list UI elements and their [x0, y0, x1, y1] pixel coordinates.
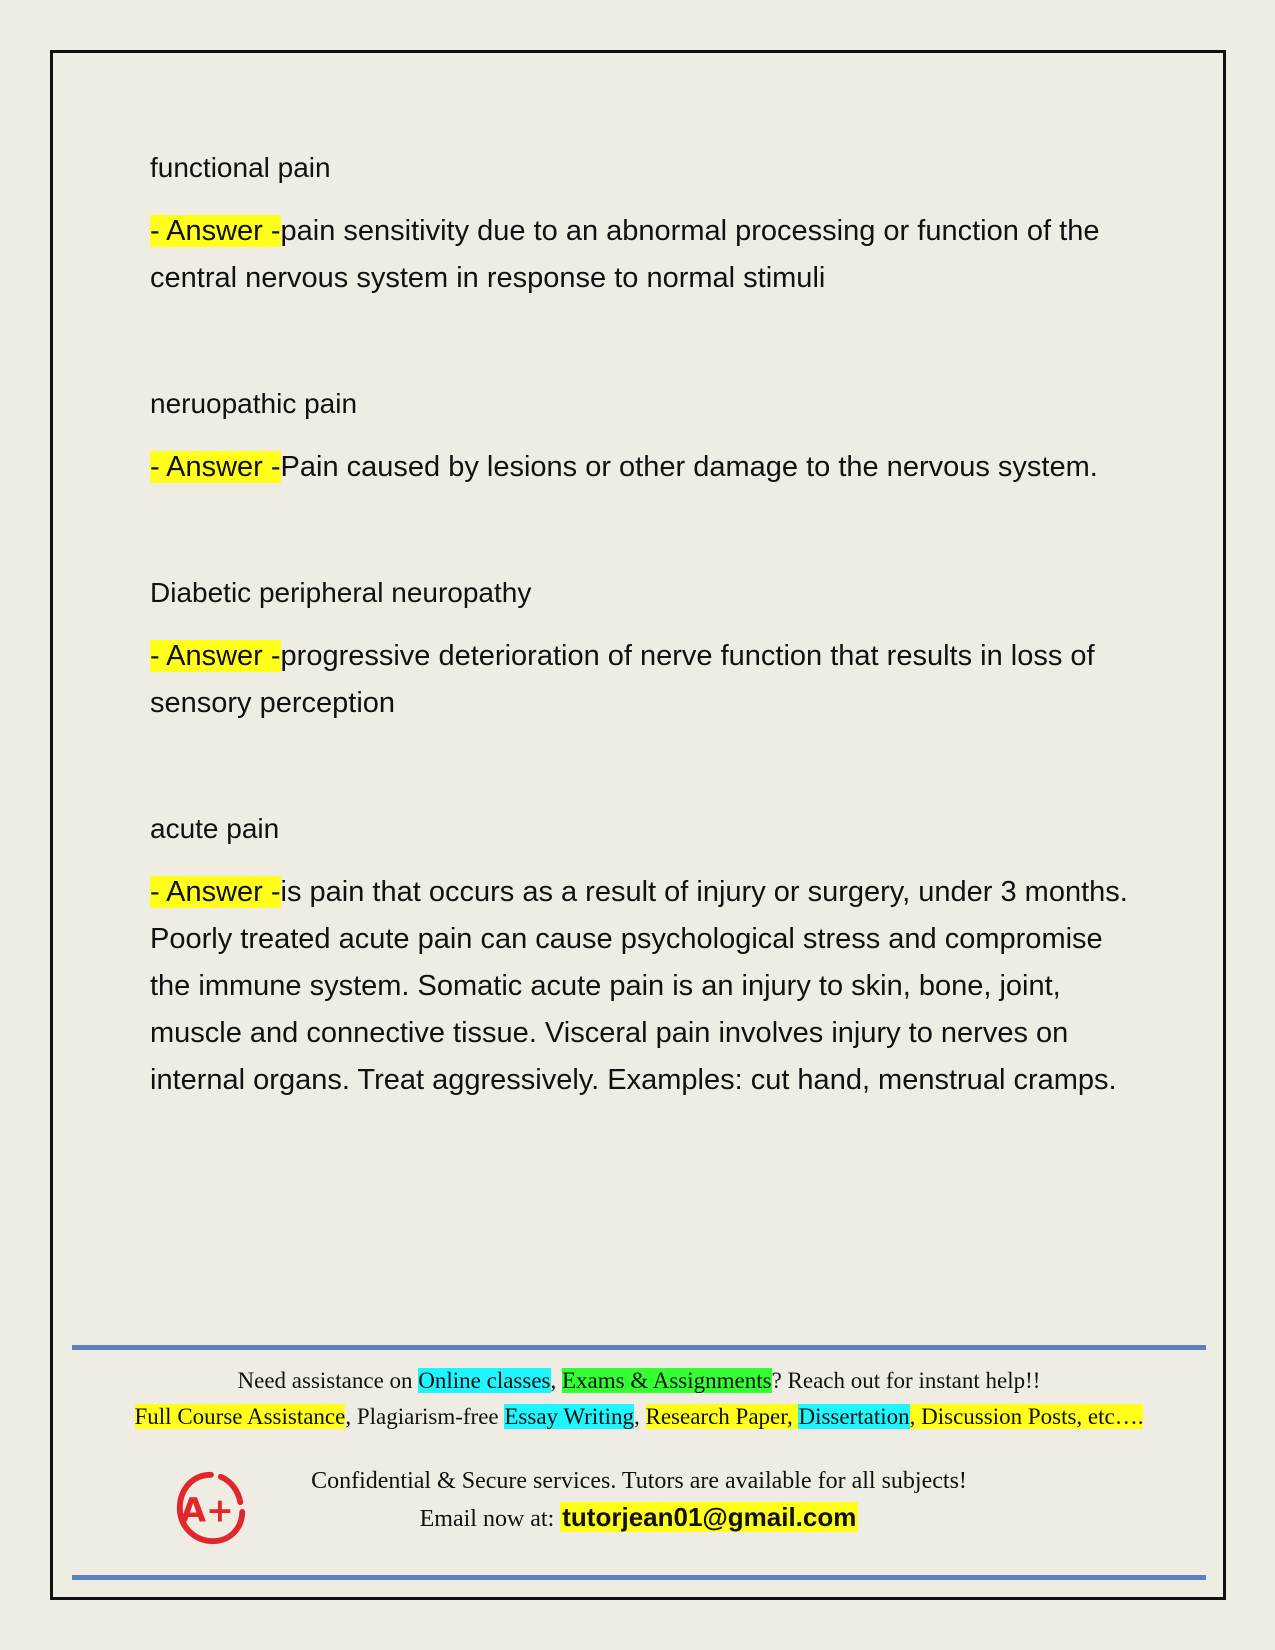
- svg-text:A+: A+: [180, 1490, 234, 1530]
- email-line: Email now at: tutorjean01@gmail.com: [419, 1502, 857, 1532]
- qa-item: [150, 811, 1140, 1104]
- qa-item: [150, 575, 1140, 727]
- footer-top-rule: [72, 1345, 1206, 1350]
- term: neruopathic pain: [150, 388, 358, 419]
- email-address[interactable]: tutorjean01@gmail.com: [562, 1502, 857, 1532]
- footer-line-1: Need assistance on Online classes, Exams & Assignments? Reach out for instant help!!: [237, 1368, 1041, 1393]
- footer-bottom-rule: [72, 1575, 1206, 1580]
- qa-item: [150, 386, 1140, 491]
- term: acute pain: [150, 813, 280, 844]
- research-paper-highlight: Research Paper,: [645, 1404, 799, 1429]
- answer-text: pain sensitivity due to an abnormal processing or function of the central nervous system in response to normal stimuli: [150, 215, 1100, 294]
- essay-writing-highlight: Essay Writing: [504, 1404, 634, 1429]
- full-course-highlight: Full Course Assistance: [134, 1404, 346, 1429]
- qa-list: [150, 150, 1140, 1104]
- term: functional pain: [150, 152, 331, 183]
- answer-prefix: - Answer -: [150, 640, 281, 672]
- discussion-highlight: , Discussion Posts, etc….: [909, 1404, 1144, 1429]
- answer-text: progressive deterioration of nerve function that results in loss of sensory perception: [150, 640, 1095, 719]
- answer-prefix: - Answer -: [150, 451, 281, 483]
- online-classes-highlight: Online classes: [418, 1368, 551, 1393]
- term: Diabetic peripheral neuropathy: [150, 577, 532, 608]
- answer-prefix: - Answer -: [150, 876, 281, 908]
- qa-item: [150, 150, 1140, 302]
- exams-highlight: Exams & Assignments: [562, 1368, 772, 1393]
- dissertation-highlight: Dissertation: [798, 1404, 910, 1429]
- footer-line-2: Full Course Assistance, Plagiarism-free Essay Writing, Research Paper, Dissertation, Discussion Posts, etc….: [134, 1404, 1144, 1429]
- answer-prefix: - Answer -: [150, 215, 281, 247]
- confidential-line: Confidential & Secure services. Tutors are available for all subjects!: [311, 1468, 967, 1494]
- answer-text: Pain caused by lesions or other damage to the nervous system.: [280, 451, 1098, 483]
- answer-text: is pain that occurs as a result of injury or surgery, under 3 months. Poorly treated acute pain can cause psychological stress and compromise the immune system. Somatic acute pain is an injury to skin, bone, joint, muscle and connective tissue. Visceral pain involves injury to nerves on internal organs. Treat aggressively. Examples: cut hand, menstrual cramps.: [150, 876, 1128, 1096]
